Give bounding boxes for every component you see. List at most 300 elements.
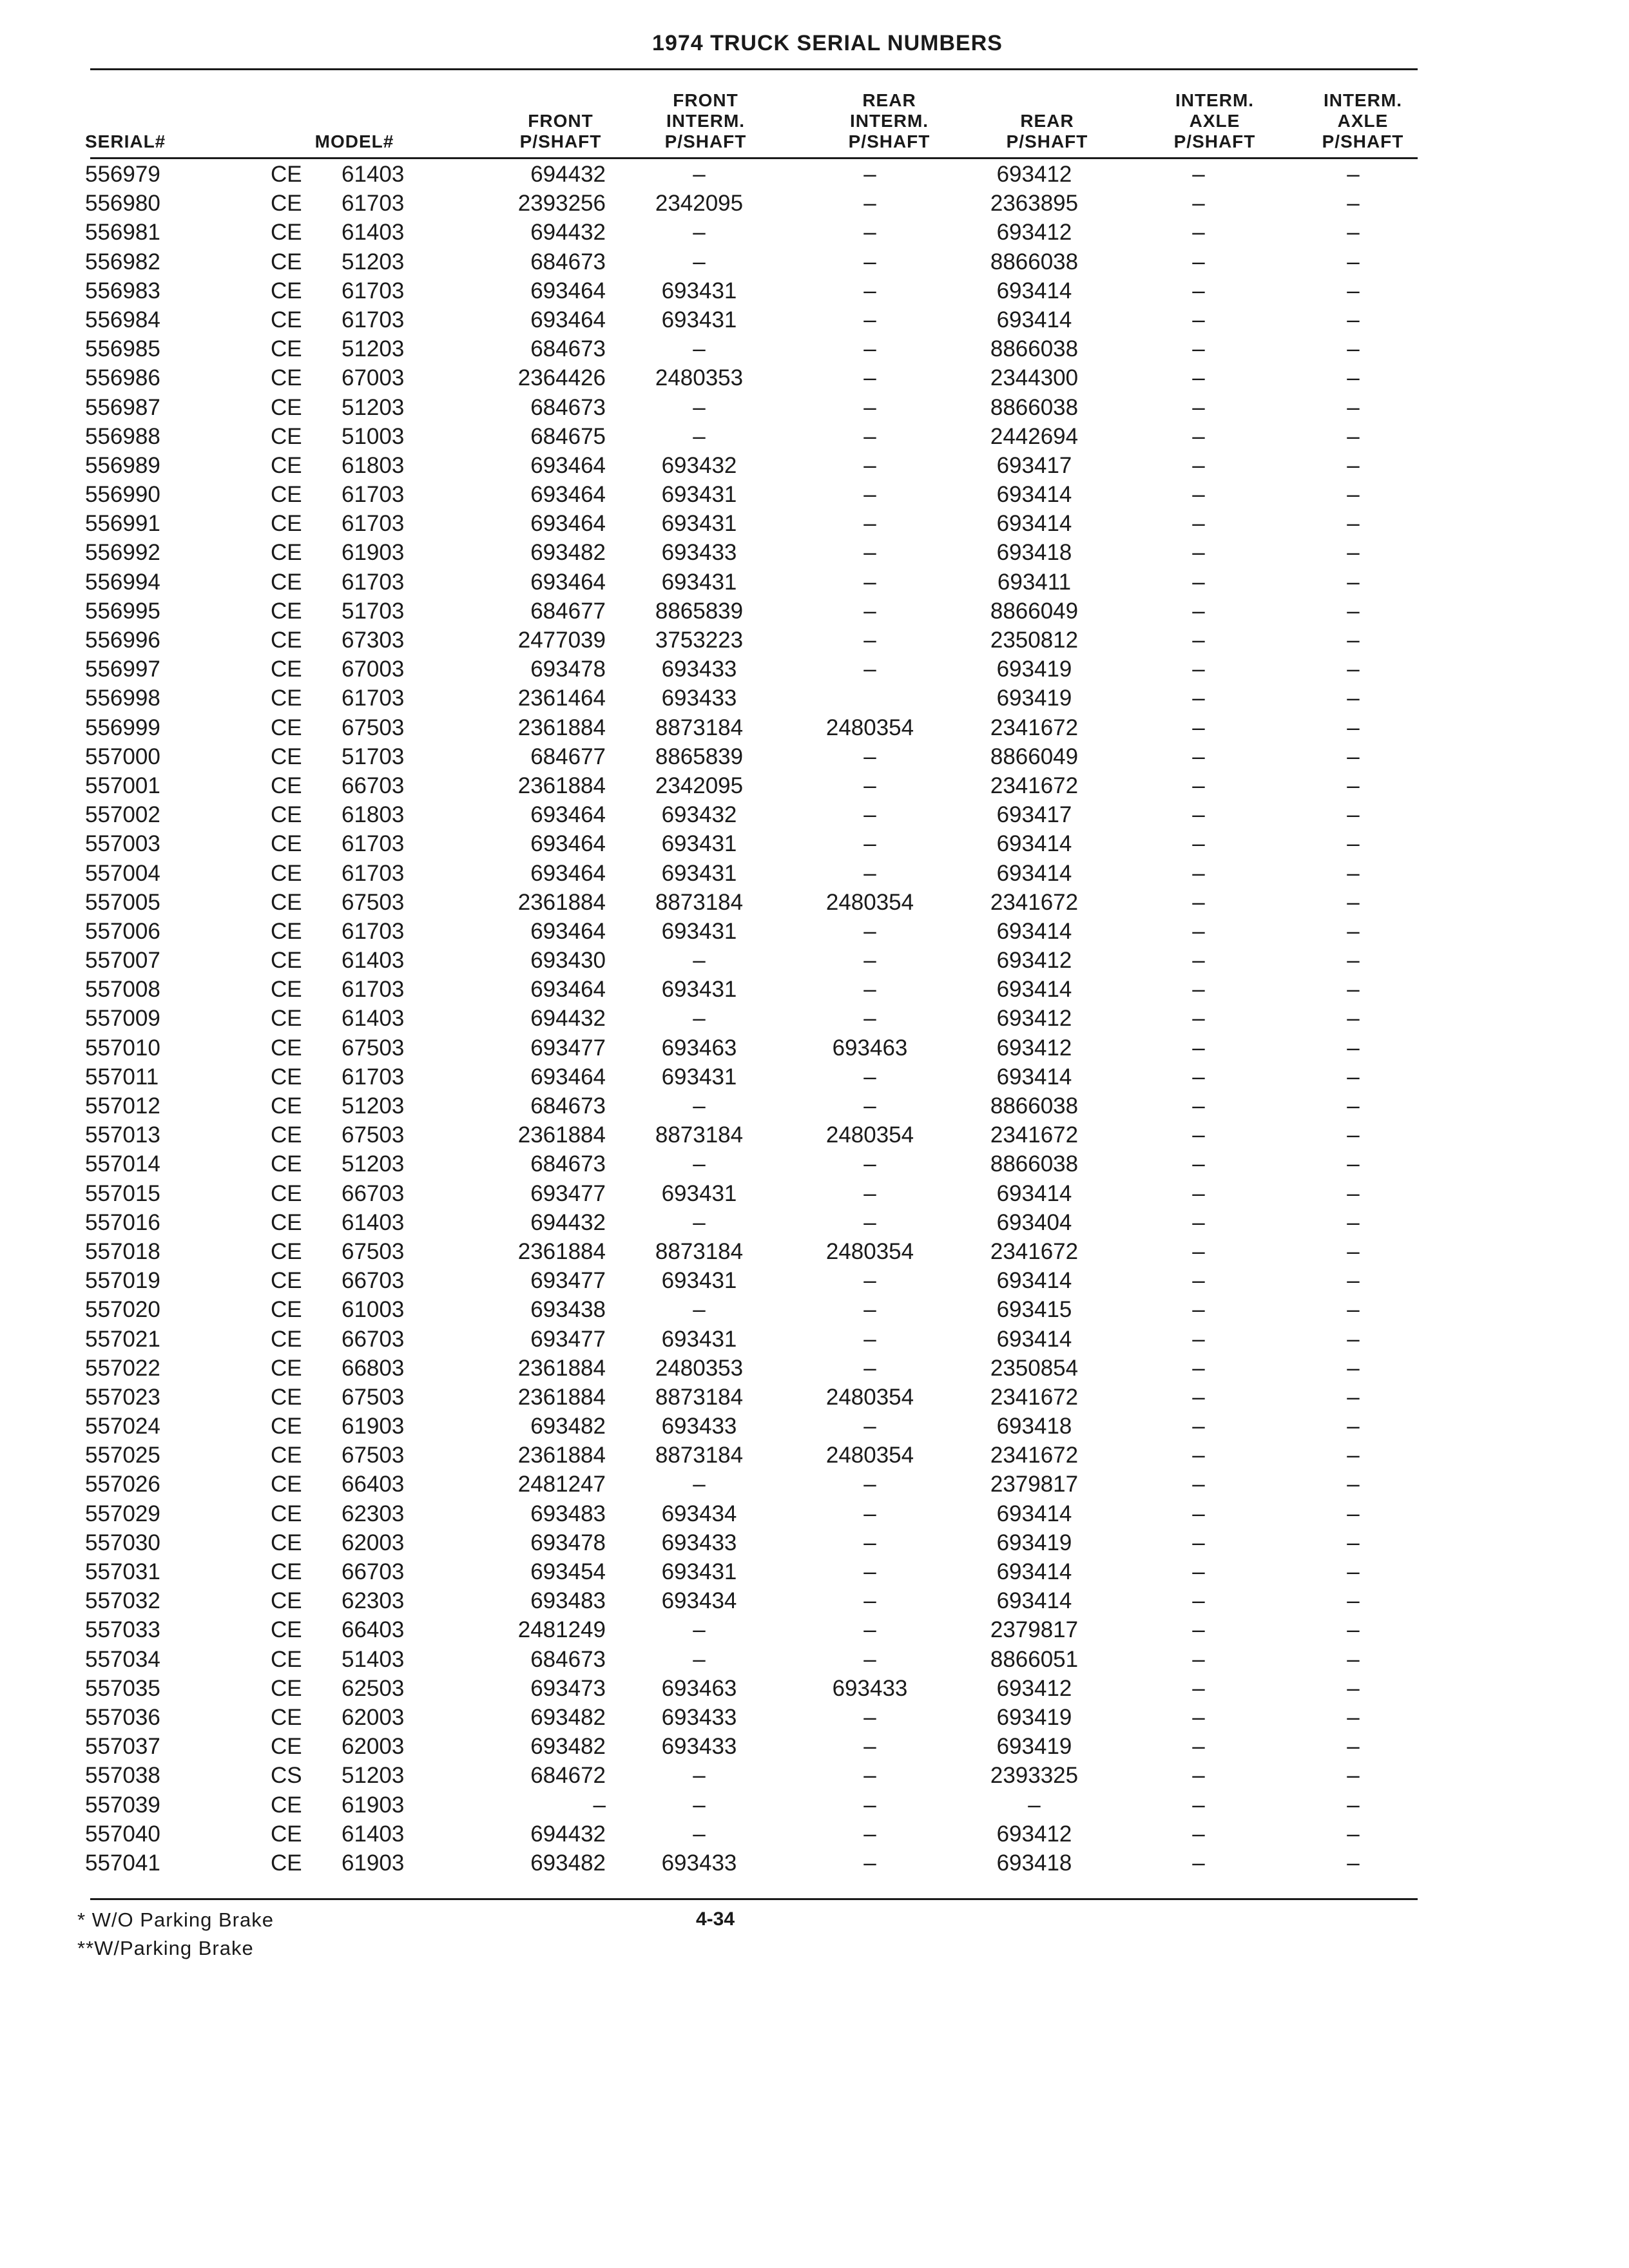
interm-axle-pshaft-cell: –	[1192, 191, 1205, 216]
table-row	[0, 917, 1629, 946]
rear-interm-pshaft-cell: –	[863, 1734, 876, 1760]
front-interm-pshaft-cell: 693432	[661, 452, 737, 478]
rear-interm-pshaft-cell: –	[863, 1297, 876, 1323]
interm-axle-pshaft-2-cell: –	[1347, 1238, 1360, 1264]
serial-number-cell: 557019	[85, 1268, 160, 1294]
model-number-cell: 61703	[342, 1064, 405, 1090]
rear-interm-pshaft-cell: –	[863, 278, 876, 303]
front-pshaft-cell: 693482	[530, 1414, 606, 1439]
front-pshaft-cell: 2361884	[517, 1443, 606, 1468]
front-interm-pshaft-cell: 693434	[661, 1501, 737, 1526]
table-row	[0, 247, 1629, 276]
model-number-cell: 61903	[342, 1792, 405, 1818]
front-pshaft-cell: 684677	[530, 598, 606, 624]
model-number-cell: 62003	[342, 1734, 405, 1760]
front-interm-pshaft-cell: –	[693, 249, 706, 274]
interm-axle-pshaft-2-cell: –	[1347, 948, 1360, 974]
front-pshaft-cell: 693464	[530, 452, 606, 478]
rear-interm-pshaft-cell: –	[863, 948, 876, 974]
front-pshaft-cell: 694432	[530, 1821, 606, 1847]
front-pshaft-cell: 684677	[530, 744, 606, 769]
front-interm-pshaft-cell: –	[693, 1821, 706, 1847]
model-prefix-cell: CE	[271, 889, 302, 915]
table-row	[0, 1732, 1629, 1761]
rear-pshaft-cell: 693414	[996, 1268, 1072, 1294]
interm-axle-pshaft-cell: –	[1192, 744, 1205, 769]
interm-axle-pshaft-2-cell: –	[1347, 1064, 1360, 1090]
header-model	[290, 76, 419, 152]
table-row	[0, 771, 1629, 800]
rear-pshaft-cell: 2341672	[990, 715, 1079, 740]
interm-axle-pshaft-cell: –	[1192, 1501, 1205, 1526]
model-prefix-cell: CE	[271, 511, 302, 537]
interm-axle-pshaft-2-cell: –	[1347, 1180, 1360, 1206]
serial-number-cell: 557040	[85, 1821, 160, 1847]
table-row	[0, 859, 1629, 888]
model-prefix-cell: CE	[271, 191, 302, 216]
front-interm-pshaft-cell: 693463	[661, 1675, 737, 1701]
footnote-without-parking-brake: * W/O Parking Brake	[77, 1908, 274, 1931]
front-pshaft-cell: –	[593, 1792, 606, 1818]
model-number-cell: 51703	[342, 598, 405, 624]
header-front-pshaft-line-1: FRONT	[528, 111, 593, 131]
rear-pshaft-cell: 2341672	[990, 889, 1079, 915]
model-number-cell: 61803	[342, 452, 405, 478]
model-number-cell: 67503	[342, 1035, 405, 1061]
model-number-cell: 51403	[342, 1646, 405, 1672]
serial-number-cell: 556983	[85, 278, 160, 303]
model-number-cell: 62003	[342, 1530, 405, 1555]
front-interm-pshaft-cell: 693431	[661, 1326, 737, 1352]
rear-interm-pshaft-cell: 2480354	[825, 715, 914, 740]
table-row	[0, 189, 1629, 218]
interm-axle-pshaft-cell: –	[1192, 1821, 1205, 1847]
model-prefix-cell: CE	[271, 307, 302, 332]
serial-number-cell: 556987	[85, 394, 160, 420]
model-prefix-cell: CE	[271, 1646, 302, 1672]
interm-axle-pshaft-2-cell: –	[1347, 1384, 1360, 1410]
front-pshaft-cell: 693464	[530, 482, 606, 508]
model-prefix-cell: CE	[271, 278, 302, 303]
rear-interm-pshaft-cell: –	[863, 249, 876, 274]
serial-number-cell: 557010	[85, 1035, 160, 1061]
model-number-cell: 66803	[342, 1355, 405, 1381]
front-pshaft-cell: 693483	[530, 1501, 606, 1526]
rear-interm-pshaft-cell: –	[863, 162, 876, 187]
table-row	[0, 1499, 1629, 1528]
front-interm-pshaft-cell: 8873184	[655, 715, 744, 740]
serial-number-cell: 556988	[85, 423, 160, 449]
rear-pshaft-cell: 693414	[996, 860, 1072, 886]
front-pshaft-cell: 694432	[530, 162, 606, 187]
interm-axle-pshaft-cell: –	[1192, 540, 1205, 566]
front-pshaft-cell: 684673	[530, 336, 606, 362]
table-row	[0, 160, 1629, 189]
front-pshaft-cell: 2361464	[517, 686, 606, 711]
interm-axle-pshaft-2-cell: –	[1347, 657, 1360, 682]
rear-pshaft-cell: 2379817	[990, 1617, 1079, 1643]
serial-number-cell: 557016	[85, 1209, 160, 1235]
table-row	[0, 1470, 1629, 1499]
rear-pshaft-cell: 693414	[996, 482, 1072, 508]
rear-interm-pshaft-cell: –	[863, 598, 876, 624]
rear-interm-pshaft-cell: –	[863, 452, 876, 478]
model-number-cell: 51203	[342, 394, 405, 420]
table-row	[0, 538, 1629, 567]
rear-pshaft-cell: 2350854	[990, 1355, 1079, 1381]
front-pshaft-cell: 2361884	[517, 773, 606, 798]
interm-axle-pshaft-2-cell: –	[1347, 1443, 1360, 1468]
interm-axle-pshaft-2-cell: –	[1347, 365, 1360, 391]
interm-axle-pshaft-cell: –	[1192, 628, 1205, 653]
rear-pshaft-cell: 2379817	[990, 1472, 1079, 1497]
front-pshaft-cell: 693464	[530, 802, 606, 828]
serial-number-cell: 557005	[85, 889, 160, 915]
rear-pshaft-cell: –	[1028, 1792, 1041, 1818]
table-row	[0, 655, 1629, 684]
serial-number-cell: 557031	[85, 1559, 160, 1584]
table-row	[0, 1004, 1629, 1033]
rear-pshaft-cell: 693414	[996, 1559, 1072, 1584]
rear-pshaft-cell: 693419	[996, 1704, 1072, 1730]
serial-number-cell: 557038	[85, 1763, 160, 1789]
interm-axle-pshaft-2-cell: –	[1347, 628, 1360, 653]
serial-number-cell: 556981	[85, 220, 160, 245]
rear-interm-pshaft-cell: –	[863, 918, 876, 944]
rear-pshaft-cell: 693414	[996, 1501, 1072, 1526]
model-prefix-cell: CE	[271, 1006, 302, 1032]
serial-number-cell: 557022	[85, 1355, 160, 1381]
rear-pshaft-cell: 2341672	[990, 1238, 1079, 1264]
rear-pshaft-cell: 8866049	[990, 744, 1079, 769]
front-interm-pshaft-cell: 693431	[661, 977, 737, 1003]
rear-interm-pshaft-cell: 2480354	[825, 889, 914, 915]
serial-number-cell: 557003	[85, 831, 160, 857]
model-prefix-cell: CE	[271, 802, 302, 828]
front-interm-pshaft-cell: 693433	[661, 1850, 737, 1876]
interm-axle-pshaft-2-cell: –	[1347, 686, 1360, 711]
rear-interm-pshaft-cell: 2480354	[825, 1384, 914, 1410]
interm-axle-pshaft-cell: –	[1192, 278, 1205, 303]
model-prefix-cell: CE	[271, 569, 302, 595]
interm-axle-pshaft-cell: –	[1192, 511, 1205, 537]
interm-axle-pshaft-cell: –	[1192, 1006, 1205, 1032]
front-pshaft-cell: 693483	[530, 1588, 606, 1614]
front-pshaft-cell: 693430	[530, 948, 606, 974]
header-rear-pshaft-line-2: P/SHAFT	[1006, 131, 1088, 151]
model-number-cell: 61703	[342, 918, 405, 944]
interm-axle-pshaft-cell: –	[1192, 715, 1205, 740]
serial-number-cell: 557030	[85, 1530, 160, 1555]
model-prefix-cell: CE	[271, 1238, 302, 1264]
table-row	[0, 451, 1629, 480]
serial-number-cell: 556992	[85, 540, 160, 566]
rear-interm-pshaft-cell: –	[863, 1006, 876, 1032]
interm-axle-pshaft-2-cell: –	[1347, 569, 1360, 595]
interm-axle-pshaft-cell: –	[1192, 860, 1205, 886]
model-number-cell: 66703	[342, 773, 405, 798]
front-pshaft-cell: 2481249	[517, 1617, 606, 1643]
interm-axle-pshaft-cell: –	[1192, 1151, 1205, 1177]
front-pshaft-cell: 693464	[530, 511, 606, 537]
model-number-cell: 61403	[342, 948, 405, 974]
serial-number-cell: 557012	[85, 1093, 160, 1119]
serial-number-cell: 557032	[85, 1588, 160, 1614]
table-row	[0, 1179, 1629, 1208]
serial-number-table-body	[0, 160, 1629, 1878]
interm-axle-pshaft-cell: –	[1192, 1180, 1205, 1206]
rear-pshaft-cell: 2341672	[990, 1122, 1079, 1148]
rear-interm-pshaft-cell: –	[863, 657, 876, 682]
interm-axle-pshaft-cell: –	[1192, 1734, 1205, 1760]
serial-number-cell: 556985	[85, 336, 160, 362]
serial-number-cell: 556994	[85, 569, 160, 595]
table-row	[0, 1528, 1629, 1557]
interm-axle-pshaft-2-cell: –	[1347, 889, 1360, 915]
table-row	[0, 742, 1629, 771]
model-prefix-cell: CE	[271, 1704, 302, 1730]
model-prefix-cell: CE	[271, 1122, 302, 1148]
serial-number-cell: 557021	[85, 1326, 160, 1352]
serial-number-cell: 557007	[85, 948, 160, 974]
rear-pshaft-cell: 693414	[996, 1064, 1072, 1090]
front-interm-pshaft-cell: 693431	[661, 482, 737, 508]
model-prefix-cell: CE	[271, 1675, 302, 1701]
interm-axle-pshaft-cell: –	[1192, 1238, 1205, 1264]
interm-axle-pshaft-2-cell: –	[1347, 744, 1360, 769]
rear-pshaft-cell: 693414	[996, 1588, 1072, 1614]
page-title: 1974 TRUCK SERIAL NUMBERS	[652, 31, 1003, 55]
interm-axle-pshaft-2-cell: –	[1347, 191, 1360, 216]
front-interm-pshaft-cell: 693433	[661, 657, 737, 682]
model-prefix-cell: CE	[271, 1326, 302, 1352]
front-interm-pshaft-cell: 693431	[661, 569, 737, 595]
header-rear-pshaft-line-1: REAR	[1020, 111, 1074, 131]
model-number-cell: 67303	[342, 628, 405, 653]
rear-interm-pshaft-cell: –	[863, 1559, 876, 1584]
rear-pshaft-cell: 2363895	[990, 191, 1079, 216]
model-number-cell: 61403	[342, 162, 405, 187]
rear-pshaft-cell: 2344300	[990, 365, 1079, 391]
interm-axle-pshaft-2-cell: –	[1347, 715, 1360, 740]
rear-pshaft-cell: 693417	[996, 452, 1072, 478]
model-prefix-cell: CE	[271, 744, 302, 769]
model-prefix-cell: CE	[271, 686, 302, 711]
interm-axle-pshaft-2-cell: –	[1347, 1472, 1360, 1497]
model-prefix-cell: CE	[271, 1355, 302, 1381]
interm-axle-pshaft-cell: –	[1192, 686, 1205, 711]
table-row	[0, 363, 1629, 392]
model-number-cell: 51203	[342, 336, 405, 362]
model-number-cell: 67003	[342, 365, 405, 391]
front-pshaft-cell: 684673	[530, 249, 606, 274]
serial-number-cell: 557023	[85, 1384, 160, 1410]
interm-axle-pshaft-2-cell: –	[1347, 162, 1360, 187]
front-interm-pshaft-cell: 2342095	[655, 191, 744, 216]
serial-number-cell: 557039	[85, 1792, 160, 1818]
table-row	[0, 1120, 1629, 1149]
rear-pshaft-cell: 8866051	[990, 1646, 1079, 1672]
model-number-cell: 51203	[342, 1151, 405, 1177]
interm-axle-pshaft-2-cell: –	[1347, 482, 1360, 508]
front-interm-pshaft-cell: –	[693, 1472, 706, 1497]
model-number-cell: 61403	[342, 220, 405, 245]
interm-axle-pshaft-2-cell: –	[1347, 860, 1360, 886]
front-pshaft-cell: 684673	[530, 1151, 606, 1177]
rear-interm-pshaft-cell: –	[863, 365, 876, 391]
rear-pshaft-cell: 8866038	[990, 394, 1079, 420]
interm-axle-pshaft-2-cell: –	[1347, 394, 1360, 420]
front-interm-pshaft-cell: –	[693, 1763, 706, 1789]
interm-axle-pshaft-cell: –	[1192, 1675, 1205, 1701]
interm-axle-pshaft-cell: –	[1192, 773, 1205, 798]
front-pshaft-cell: 2361884	[517, 715, 606, 740]
table-row	[0, 1091, 1629, 1120]
interm-axle-pshaft-2-cell: –	[1347, 278, 1360, 303]
table-row	[0, 1266, 1629, 1295]
model-prefix-cell: CE	[271, 831, 302, 857]
interm-axle-pshaft-2-cell: –	[1347, 773, 1360, 798]
rear-interm-pshaft-cell: –	[863, 1355, 876, 1381]
front-pshaft-cell: 684673	[530, 1093, 606, 1119]
interm-axle-pshaft-2-cell: –	[1347, 452, 1360, 478]
model-prefix-cell: CE	[271, 773, 302, 798]
interm-axle-pshaft-cell: –	[1192, 1093, 1205, 1119]
model-number-cell: 61403	[342, 1006, 405, 1032]
interm-axle-pshaft-cell: –	[1192, 1588, 1205, 1614]
rear-interm-pshaft-cell: –	[863, 1821, 876, 1847]
interm-axle-pshaft-cell: –	[1192, 1209, 1205, 1235]
serial-number-cell: 557000	[85, 744, 160, 769]
front-interm-pshaft-cell: 693434	[661, 1588, 737, 1614]
header-interm-axle-pshaft-2-line-3: P/SHAFT	[1322, 131, 1404, 151]
model-number-cell: 61003	[342, 1297, 405, 1323]
interm-axle-pshaft-2-cell: –	[1347, 1588, 1360, 1614]
front-interm-pshaft-cell: –	[693, 394, 706, 420]
rear-interm-pshaft-cell: –	[863, 977, 876, 1003]
rear-interm-pshaft-cell: –	[863, 191, 876, 216]
rear-pshaft-cell: 693412	[996, 948, 1072, 974]
header-rear-pshaft	[976, 76, 1118, 152]
model-prefix-cell: CE	[271, 452, 302, 478]
table-row	[0, 1208, 1629, 1237]
table-row	[0, 1354, 1629, 1383]
front-interm-pshaft-cell: –	[693, 220, 706, 245]
front-pshaft-cell: 693464	[530, 1064, 606, 1090]
header-front-interm-pshaft-line-2: INTERM.	[666, 111, 746, 131]
rear-pshaft-cell: 693414	[996, 278, 1072, 303]
front-pshaft-cell: 2477039	[517, 628, 606, 653]
rear-interm-pshaft-cell: 2480354	[825, 1122, 914, 1148]
model-number-cell: 66703	[342, 1268, 405, 1294]
serial-number-cell: 556982	[85, 249, 160, 274]
serial-number-cell: 557006	[85, 918, 160, 944]
model-prefix-cell: CE	[271, 1472, 302, 1497]
serial-number-cell: 557015	[85, 1180, 160, 1206]
front-pshaft-cell: 2481247	[517, 1472, 606, 1497]
model-prefix-cell: CE	[271, 1588, 302, 1614]
rear-pshaft-cell: 2393325	[990, 1763, 1079, 1789]
interm-axle-pshaft-cell: –	[1192, 657, 1205, 682]
rear-interm-pshaft-cell: –	[863, 1326, 876, 1352]
interm-axle-pshaft-cell: –	[1192, 1704, 1205, 1730]
front-interm-pshaft-cell: –	[693, 1646, 706, 1672]
front-interm-pshaft-cell: 693433	[661, 686, 737, 711]
rear-interm-pshaft-cell: –	[863, 744, 876, 769]
interm-axle-pshaft-2-cell: –	[1347, 1821, 1360, 1847]
interm-axle-pshaft-cell: –	[1192, 977, 1205, 1003]
rear-interm-pshaft-cell: –	[863, 1093, 876, 1119]
serial-number-cell: 557004	[85, 860, 160, 886]
model-number-cell: 62003	[342, 1704, 405, 1730]
model-prefix-cell: CE	[271, 1734, 302, 1760]
rear-interm-pshaft-cell: –	[863, 569, 876, 595]
rear-interm-pshaft-cell: –	[863, 1151, 876, 1177]
front-interm-pshaft-cell: 693431	[661, 1064, 737, 1090]
rear-interm-pshaft-cell: –	[863, 1501, 876, 1526]
interm-axle-pshaft-cell: –	[1192, 1035, 1205, 1061]
header-interm-axle-pshaft-2-line-1: INTERM.	[1323, 90, 1403, 110]
interm-axle-pshaft-2-cell: –	[1347, 1122, 1360, 1148]
model-prefix-cell: CE	[271, 628, 302, 653]
model-prefix-cell: CE	[271, 1443, 302, 1468]
table-row	[0, 1586, 1629, 1615]
interm-axle-pshaft-2-cell: –	[1347, 1763, 1360, 1789]
rear-pshaft-cell: 693412	[996, 1006, 1072, 1032]
interm-axle-pshaft-cell: –	[1192, 1472, 1205, 1497]
front-pshaft-cell: 693478	[530, 1530, 606, 1555]
serial-number-cell: 557002	[85, 802, 160, 828]
model-prefix-cell: CE	[271, 1559, 302, 1584]
rear-pshaft-cell: 693412	[996, 162, 1072, 187]
header-interm-axle-pshaft-2	[1298, 76, 1427, 152]
rear-pshaft-cell: 693412	[996, 1035, 1072, 1061]
interm-axle-pshaft-2-cell: –	[1347, 1646, 1360, 1672]
front-interm-pshaft-cell: –	[693, 948, 706, 974]
interm-axle-pshaft-2-cell: –	[1347, 802, 1360, 828]
interm-axle-pshaft-2-cell: –	[1347, 220, 1360, 245]
rear-pshaft-cell: 693414	[996, 307, 1072, 332]
front-interm-pshaft-cell: –	[693, 1297, 706, 1323]
model-number-cell: 67503	[342, 1238, 405, 1264]
rear-interm-pshaft-cell: –	[863, 1792, 876, 1818]
table-row	[0, 713, 1629, 742]
table-row	[0, 393, 1629, 422]
front-pshaft-cell: 2393256	[517, 191, 606, 216]
table-row	[0, 975, 1629, 1004]
interm-axle-pshaft-cell: –	[1192, 423, 1205, 449]
interm-axle-pshaft-2-cell: –	[1347, 831, 1360, 857]
model-number-cell: 67503	[342, 1122, 405, 1148]
interm-axle-pshaft-cell: –	[1192, 1646, 1205, 1672]
rear-pshaft-cell: 2350812	[990, 628, 1079, 653]
rear-pshaft-cell: 693418	[996, 1414, 1072, 1439]
serial-number-cell: 556990	[85, 482, 160, 508]
front-interm-pshaft-cell: –	[693, 423, 706, 449]
front-pshaft-cell: 693477	[530, 1268, 606, 1294]
front-pshaft-cell: 684673	[530, 394, 606, 420]
front-pshaft-cell: 693477	[530, 1035, 606, 1061]
front-pshaft-cell: 693482	[530, 1734, 606, 1760]
front-interm-pshaft-cell: 693433	[661, 1530, 737, 1555]
serial-number-cell: 556995	[85, 598, 160, 624]
serial-number-cell: 556989	[85, 452, 160, 478]
interm-axle-pshaft-cell: –	[1192, 1384, 1205, 1410]
interm-axle-pshaft-cell: –	[1192, 452, 1205, 478]
model-number-cell: 62303	[342, 1501, 405, 1526]
serial-number-cell: 557013	[85, 1122, 160, 1148]
interm-axle-pshaft-cell: –	[1192, 1122, 1205, 1148]
